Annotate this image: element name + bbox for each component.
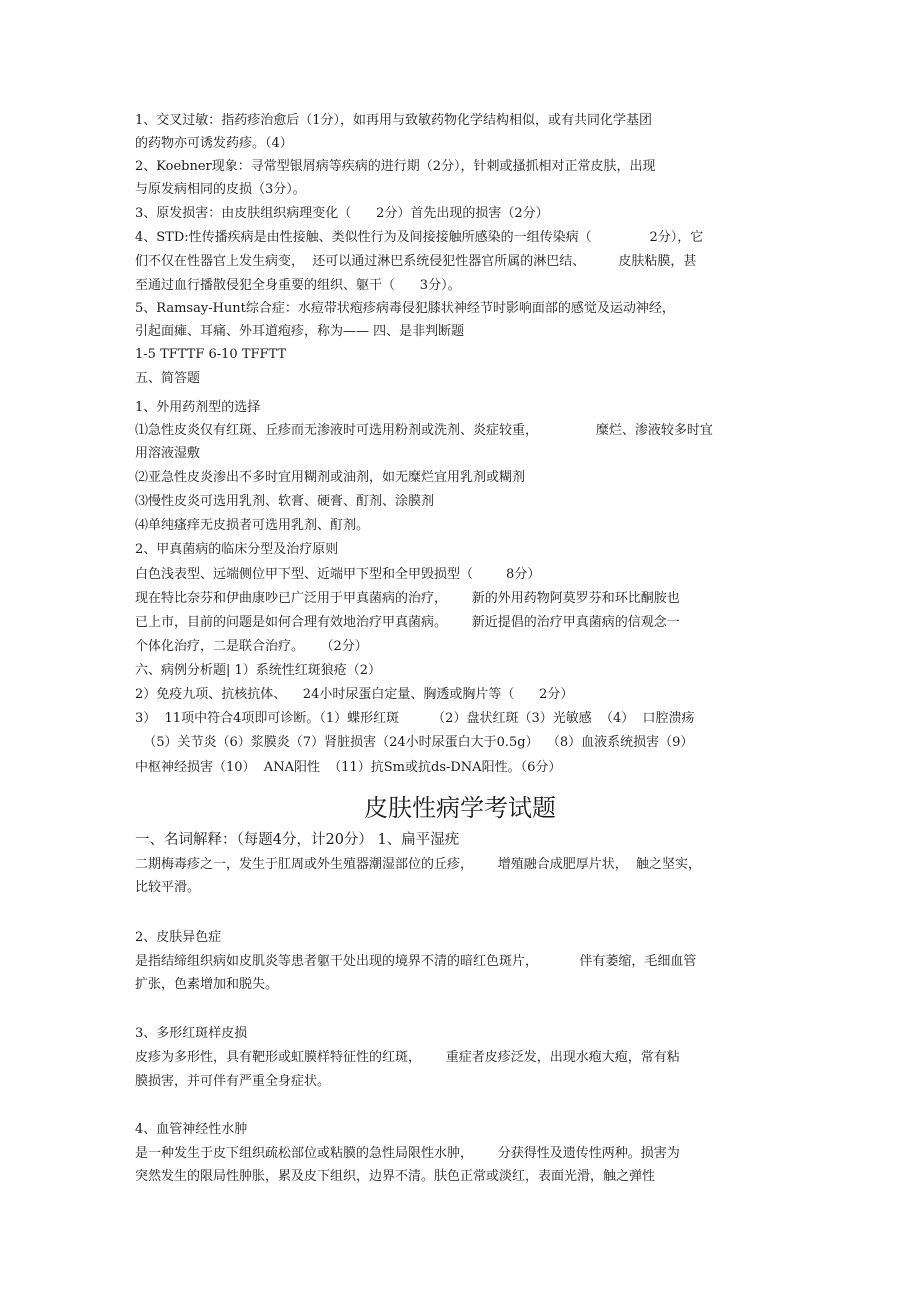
answer-line: 2）免疫九项、抗核抗体、 24小时尿蛋白定量、胸透或胸片等（ 2分） bbox=[135, 687, 574, 702]
answer-line: 白色浅表型、远端侧位甲下型、近端甲下型和全甲毁损型（ 8分） bbox=[135, 567, 541, 582]
term-heading: 3、多形红斑样皮损 bbox=[135, 1026, 248, 1041]
answer-line: 现在特比奈芬和伊曲康吵已广泛用于甲真菌病的治疗， 新的外用药物阿莫罗芬和环比酮胺也 bbox=[135, 591, 680, 606]
term-heading: 4、血管神经性水肿 bbox=[135, 1122, 248, 1137]
exam-title: 皮肤性病学考试题 bbox=[364, 794, 556, 822]
question-heading: 1、外用药剂型的选择 bbox=[135, 400, 261, 415]
definition-line: 皮疹为多形性，具有靶形或虹膜样特征性的红斑， 重症者皮疹泛发，出现水疱大疱，常有粘 bbox=[135, 1050, 680, 1065]
answer-line: 引起面瘫、耳痛、外耳道疱疹，称为—— 四、是非判断题 bbox=[135, 324, 465, 339]
answer-line: 已上市，目前的问题是如何合理有效地治疗甲真菌病。 新近提倡的治疗甲真菌病的信观念一 bbox=[135, 615, 680, 630]
definition-line: 膜损害，并可伴有严重全身症状。 bbox=[135, 1074, 331, 1089]
term-heading: 2、皮肤异色症 bbox=[135, 930, 222, 945]
section-heading: 六、病例分析题| 1）系统性红斑狼疮（2） bbox=[135, 663, 382, 678]
answer-line: 中枢神经损害（10） ANA阳性 （11）抗Sm或抗ds-DNA阳性。（6分） bbox=[135, 760, 562, 775]
answer-line: （5）关节炎（6）浆膜炎（7）肾脏损害（24小时尿蛋白大于0.5g） （8）血液系统损害（9） bbox=[135, 735, 694, 750]
definition-line: 是一种发生于皮下组织疏松部位或粘膜的急性局限性水肿， 分获得性及遗传性两种。损害为 bbox=[135, 1146, 680, 1161]
answer-line: 5、Ramsay-Hunt综合症：水痘带状疱疹病毒侵犯膝状神经节时影响面部的感觉及运动神经， bbox=[135, 301, 675, 316]
answer-line: 与原发病相同的皮损（3分）。 bbox=[135, 182, 306, 197]
answer-line: 个体化治疗，二是联合治疗。 （2分） bbox=[135, 639, 368, 654]
answer-line: 3、原发损害：由皮肤组织病理变化（ 2分）首先出现的损害（2分） bbox=[135, 206, 549, 221]
answer-line: 们不仅在性器官上发生病变， 还可以通过淋巴系统侵犯性器官所属的淋巴结、 皮肤粘膜，甚 bbox=[135, 254, 697, 269]
answer-line: 2、Koebner现象：寻常型银屑病等疾病的进行期（2分），针刺或搔抓相对正常皮肤，出现 bbox=[135, 159, 656, 174]
question-heading: 2、甲真菌病的临床分型及治疗原则 bbox=[135, 542, 339, 557]
definition-line: 扩张，色素增加和脱失。 bbox=[135, 977, 279, 992]
answer-line: 的药物亦可诱发药疹。（4） bbox=[135, 136, 293, 151]
definition-line: 二期梅毒疹之一，发生于肛周或外生殖器潮湿部位的丘疹， 增殖融合成肥厚片状， 触之坚实， bbox=[135, 857, 702, 872]
answer-line: ⑶慢性皮炎可选用乳剂、软膏、硬膏、酊剂、涂膜剂 bbox=[135, 494, 435, 509]
definition-line: 比较平滑。 bbox=[135, 880, 201, 895]
section-heading: 五、简答题 bbox=[135, 371, 201, 386]
answer-line: ⑴急性皮炎仅有红斑、丘疹而无渗液时可选用粉剂或洗剂、炎症较重， 糜烂、渗液较多时宜 bbox=[135, 423, 713, 438]
answer-line: 用溶液湿敷 bbox=[135, 446, 201, 461]
section-heading: 一、名词解释：（每题4分，计20分） 1、扁平湿疣 bbox=[135, 832, 460, 848]
answer-line: 1-5 TFTTF 6-10 TFFTT bbox=[135, 347, 287, 362]
answer-line: 1、交叉过敏：指药疹治愈后（1分），如再用与致敏药物化学结构相似，或有共同化学基团 bbox=[135, 113, 653, 128]
answer-line: 至通过血行播散侵犯全身重要的组织、躯干（ 3分）。 bbox=[135, 278, 461, 293]
answer-line: 4、STD:性传播疾病是由性接触、类似性行为及间接接触所感染的一组传染病（ 2分），它 bbox=[135, 230, 704, 245]
answer-line: 3） 11项中符合4项即可诊断。（1）蝶形红斑 （2）盘状红斑（3）光敏感 （4） 口腔溃疡 bbox=[135, 711, 695, 726]
definition-line: 突然发生的限局性肿胀，累及皮下组织，边界不清。肤色正常或淡红，表面光滑，触之弹性 bbox=[135, 1169, 656, 1184]
answer-line: ⑷单纯瘙痒无皮损者可选用乳剂、酊剂。 bbox=[135, 518, 370, 533]
answer-line: ⑵亚急性皮炎渗出不多时宜用糊剂或油剂，如无糜烂宜用乳剂或糊剂 bbox=[135, 470, 526, 485]
definition-line: 是指结缔组织病如皮肌炎等患者躯干处出现的境界不清的暗红色斑片， 伴有萎缩，毛细血管 bbox=[135, 954, 697, 969]
